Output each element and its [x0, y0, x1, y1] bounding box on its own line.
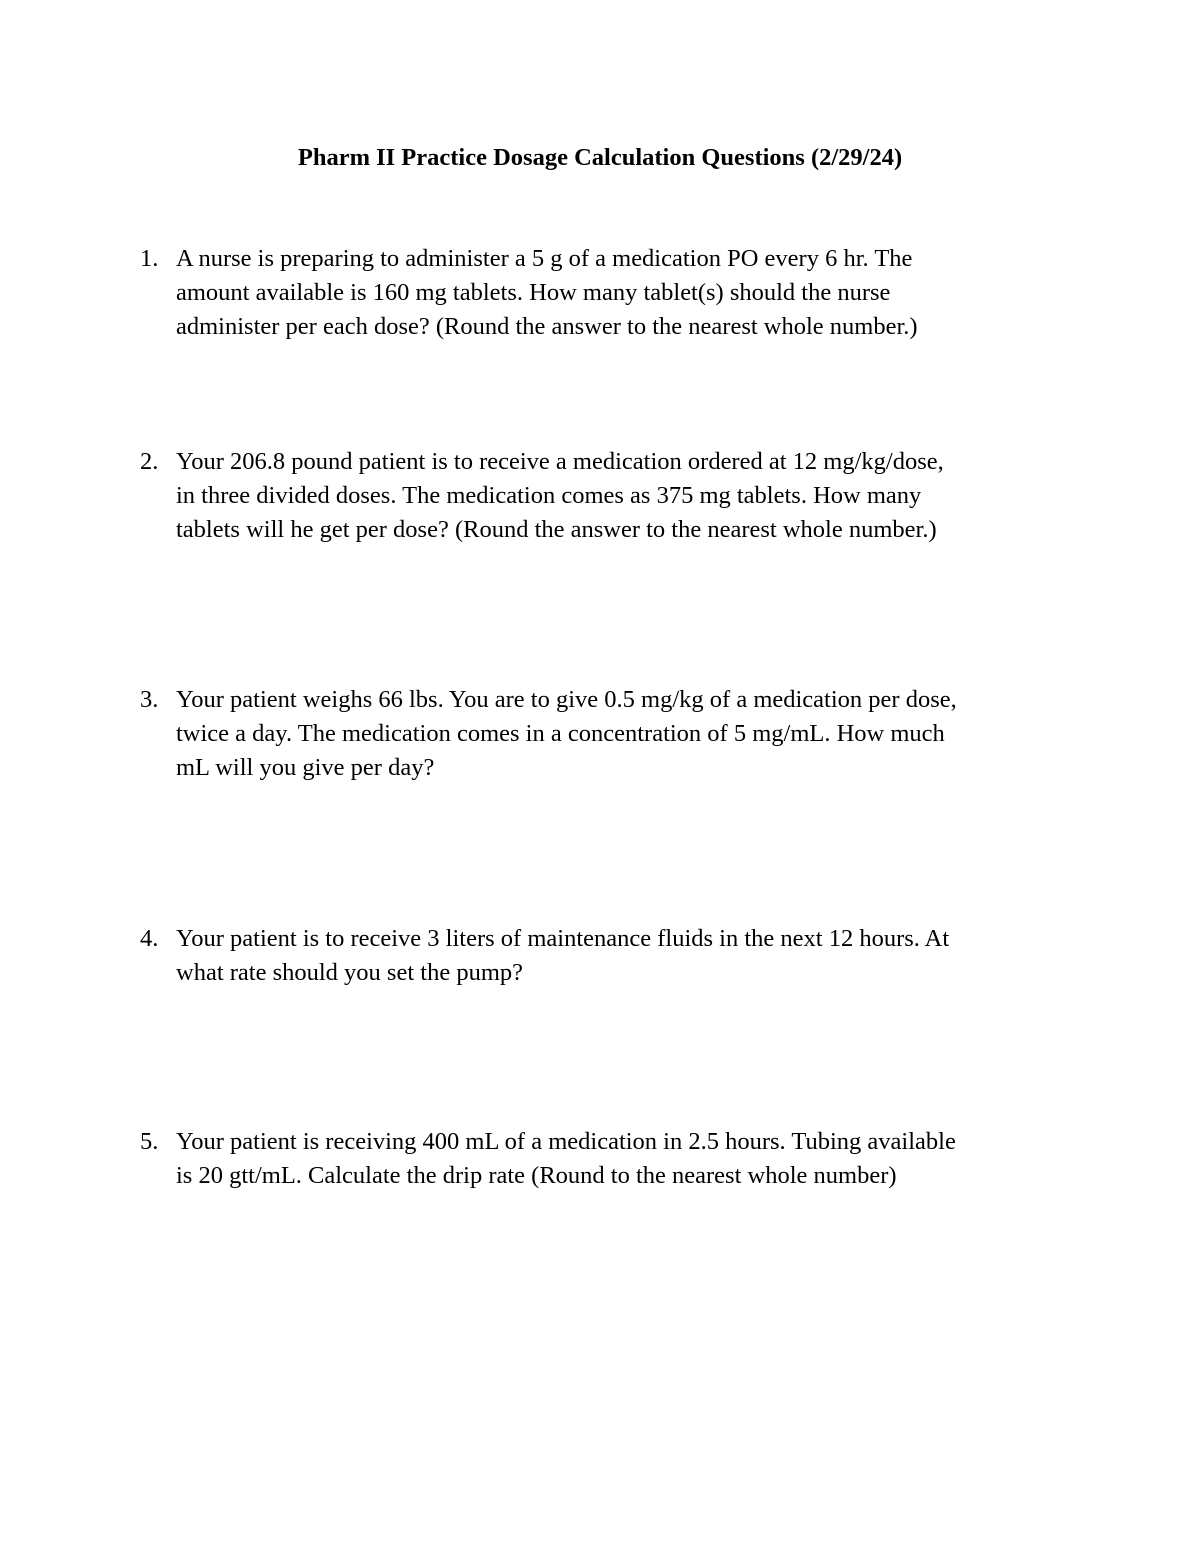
question-line: Your 206.8 pound patient is to receive a medication ordered at 12 mg/kg/dose, [176, 448, 944, 475]
question-line: mL will you give per day? [176, 754, 435, 781]
question-line: amount available is 160 mg tablets. How many tablet(s) should the nurse [176, 279, 891, 306]
question-text [176, 922, 1076, 990]
question-number: 1. [140, 245, 159, 272]
question-number: 5. [140, 1128, 159, 1155]
question-line: twice a day. The medication comes in a concentration of 5 mg/mL. How much [176, 720, 945, 747]
question-number: 4. [140, 925, 159, 952]
question-line: Your patient is to receive 3 liters of maintenance fluids in the next 12 hours. At [176, 925, 950, 952]
question-line: what rate should you set the pump? [176, 959, 524, 986]
question-number: 3. [140, 686, 159, 713]
question-text [176, 242, 1076, 344]
question-number: 2. [140, 448, 159, 475]
question-line: Your patient is receiving 400 mL of a medication in 2.5 hours. Tubing available [176, 1128, 956, 1155]
question-line: Your patient weighs 66 lbs. You are to give 0.5 mg/kg of a medication per dose, [176, 686, 957, 713]
question-line: administer per each dose? (Round the answer to the nearest whole number.) [176, 313, 918, 340]
question-text [176, 445, 1076, 547]
question-line: tablets will he get per dose? (Round the answer to the nearest whole number.) [176, 516, 937, 543]
question-text [176, 683, 1076, 785]
question-line: is 20 gtt/mL. Calculate the drip rate (Round to the nearest whole number) [176, 1162, 897, 1189]
question-text [176, 1125, 1076, 1193]
question-line: in three divided doses. The medication comes as 375 mg tablets. How many [176, 482, 922, 509]
document-title: Pharm II Practice Dosage Calculation Questions (2/29/24) [297, 144, 903, 171]
question-line: A nurse is preparing to administer a 5 g of a medication PO every 6 hr. The [176, 245, 913, 272]
